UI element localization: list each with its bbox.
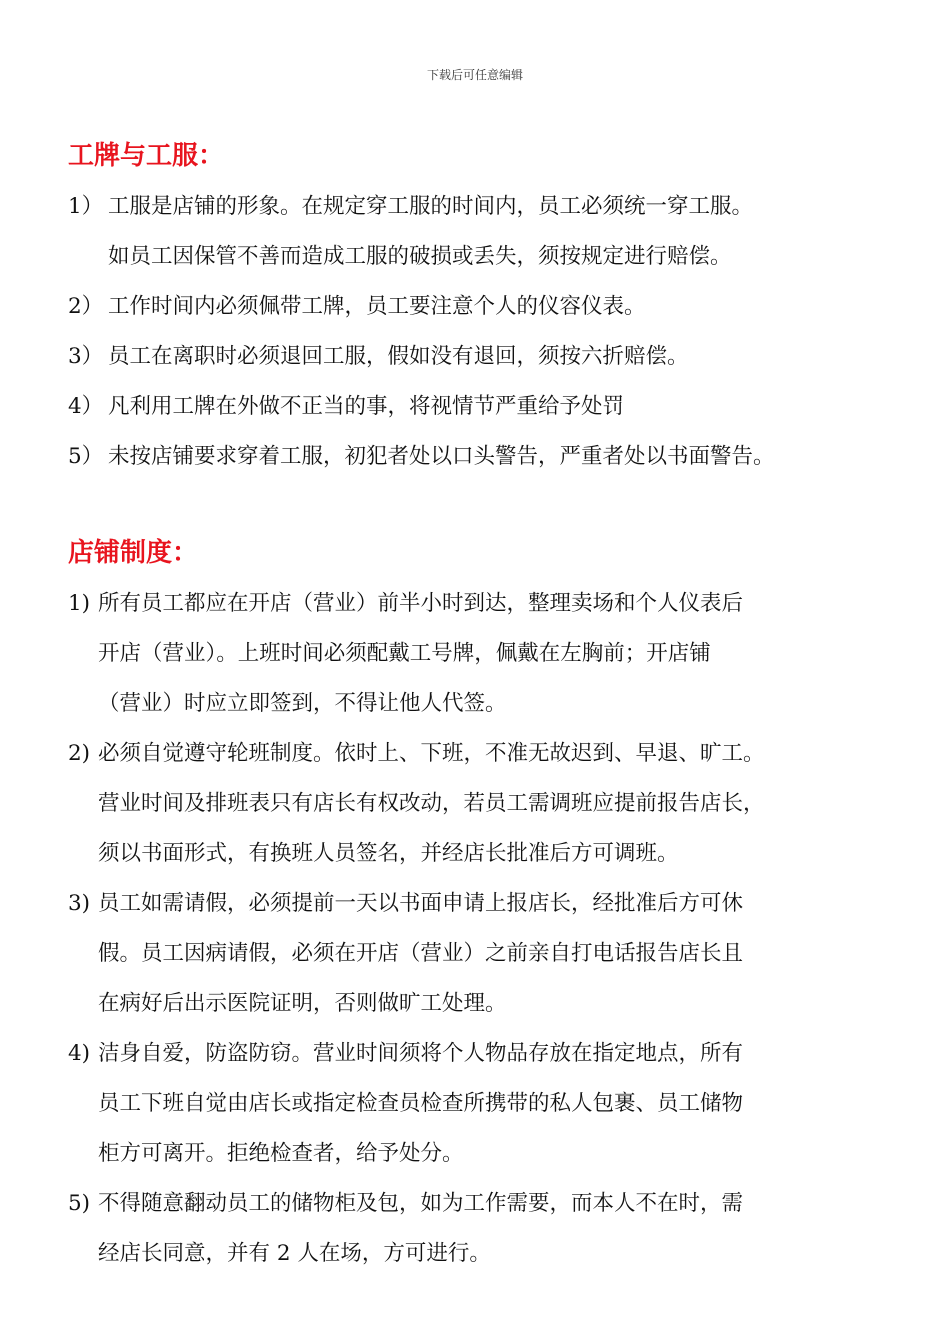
item-number: 5） (68, 444, 104, 469)
item-text-continued: （营业）时应立即签到，不得让他人代签。 (98, 691, 507, 716)
section-badge-uniform (68, 138, 898, 482)
item-text-continued: 开店（营业）。上班时间必须配戴工号牌，佩戴在左胸前；开店铺 (98, 641, 711, 666)
item-number: 2) (68, 741, 91, 766)
item-text: 所有员工都应在开店（营业）前半小时到达，整理卖场和个人仪表后 (98, 591, 744, 616)
list-item (68, 432, 898, 482)
item-text: 工服是店铺的形象。在规定穿工服的时间内，员工必须统一穿工服。 (108, 194, 754, 219)
item-number: 4） (68, 394, 104, 419)
item-text-continued: 柜方可离开。拒绝检查者，给予处分。 (98, 1141, 464, 1166)
item-text: 工作时间内必须佩带工牌，员工要注意个人的仪容仪表。 (108, 294, 646, 319)
item-number: 1) (68, 591, 91, 616)
list-item (68, 879, 898, 1029)
list-item (68, 332, 898, 382)
list-item (68, 729, 898, 879)
item-text-continued: 在病好后出示医院证明，否则做旷工处理。 (98, 991, 507, 1016)
item-number: 3） (68, 344, 104, 369)
list-item (68, 182, 898, 282)
list-item (68, 1029, 898, 1179)
item-number: 5) (68, 1191, 91, 1216)
item-text-continued: 须以书面形式，有换班人员签名，并经店长批准后方可调班。 (98, 841, 679, 866)
item-text: 不得随意翻动员工的储物柜及包，如为工作需要，而本人不在时，需 (98, 1191, 744, 1216)
list-item (68, 282, 898, 332)
list-item (68, 1179, 898, 1279)
item-number: 2） (68, 294, 104, 319)
item-text: 员工如需请假，必须提前一天以书面申请上报店长，经批准后方可休 (98, 891, 744, 916)
item-text: 凡利用工牌在外做不正当的事，将视情节严重给予处罚 (108, 394, 625, 419)
section-title: 工牌与工服： (68, 141, 225, 171)
page-header-note: 下载后可任意编辑 (426, 68, 523, 82)
item-text: 未按店铺要求穿着工服，初犯者处以口头警告，严重者处以书面警告。 (108, 444, 775, 469)
section-title: 店铺制度： (68, 538, 199, 568)
item-text-continued: 员工下班自觉由店长或指定检查员检查所携带的私人包裹、员工储物 (98, 1091, 744, 1116)
item-text-continued: 经店长同意，并有 2 人在场，方可进行。 (98, 1241, 491, 1266)
item-number: 3) (68, 891, 91, 916)
section-store-rules (68, 535, 898, 1279)
item-text-continued: 如员工因保管不善而造成工服的破损或丢失，须按规定进行赔偿。 (108, 244, 732, 269)
item-number: 4) (68, 1041, 91, 1066)
item-text-continued: 假。员工因病请假，必须在开店（营业）之前亲自打电话报告店长且 (98, 941, 744, 966)
list-item (68, 382, 898, 432)
item-text-continued: 营业时间及排班表只有店长有权改动，若员工需调班应提前报告店长， (98, 791, 765, 816)
item-text: 员工在离职时必须退回工服，假如没有退回，须按六折赔偿。 (108, 344, 689, 369)
item-number: 1） (68, 194, 104, 219)
item-text: 必须自觉遵守轮班制度。依时上、下班，不准无故迟到、早退、旷工。 (98, 741, 765, 766)
list-item (68, 579, 898, 729)
item-text: 洁身自爱，防盗防窃。营业时间须将个人物品存放在指定地点，所有 (98, 1041, 744, 1066)
